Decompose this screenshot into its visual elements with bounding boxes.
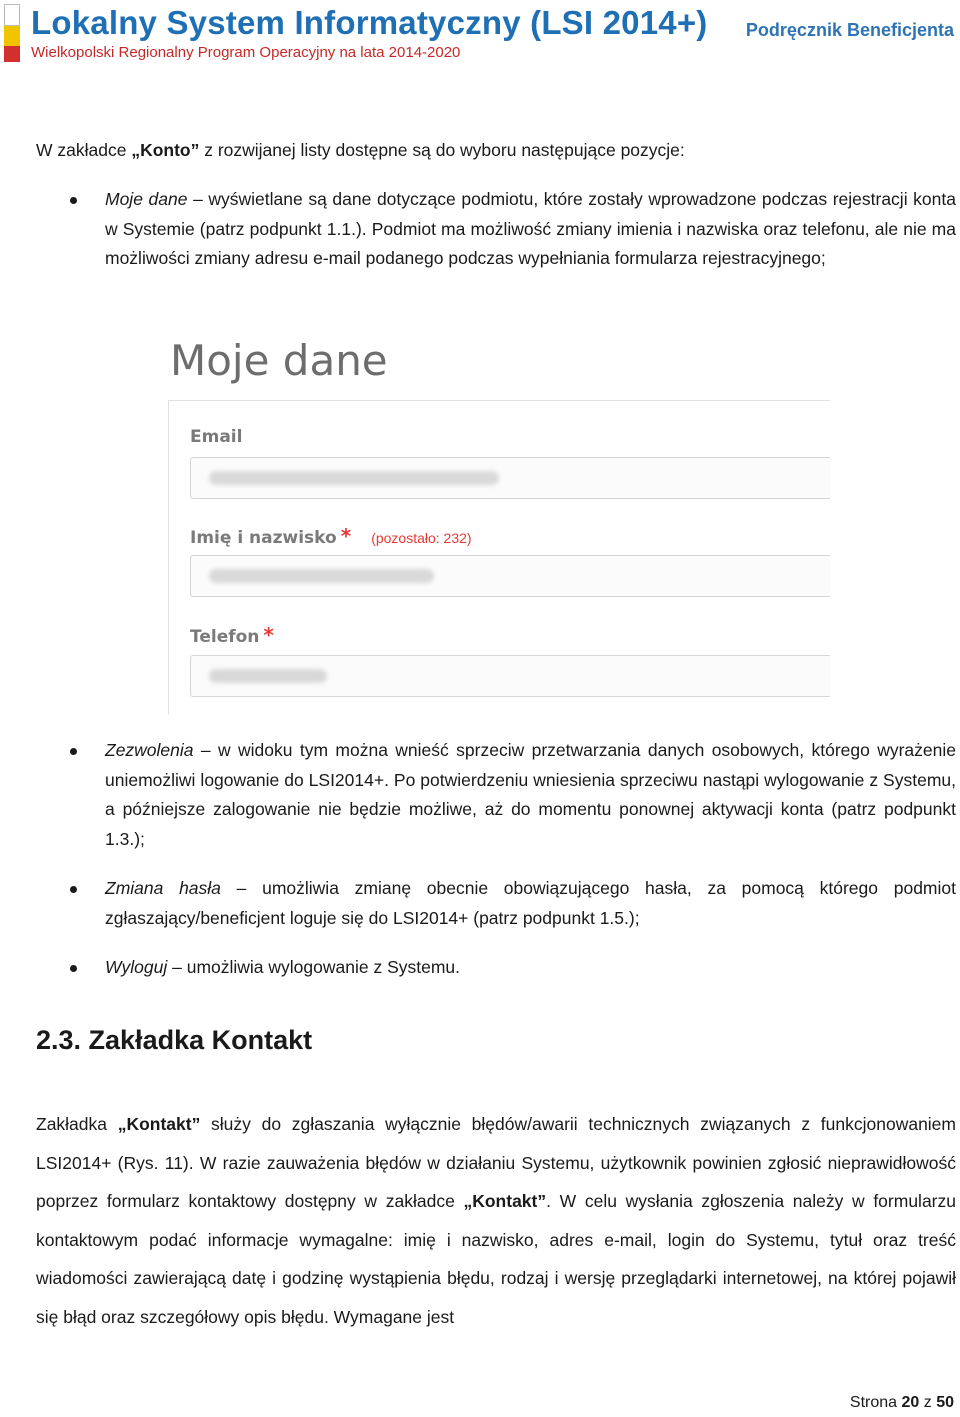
header-manual-label: Podręcznik Beneficjenta [745,20,954,40]
bullet-icon [70,197,77,204]
name-counter: (pozostało: 232) [371,530,472,546]
list-item: Moje dane – wyświetlane są dane dotyczące podmiotu, które zostały wprowadzone podczas rejestracji konta w Systemie (patrz podpunkt 1.1.). Podmiot ma możliwość zmiany imienia i nazwiska oraz telefonu, ale nie ma możliwości zmiany adresu e-mail podanego podczas wypełniania formularza rejestracyjnego; [36,185,956,274]
name-field[interactable] [190,555,830,597]
bullet-list-account [36,185,956,294]
phone-field[interactable] [190,655,830,697]
form-panel [168,400,830,715]
list-item: Zezwolenia – w widoku tym można wnieść sprzeciw przetwarzania danych osobowych, którego wyrażenie uniemożliwi logowanie do LSI2014+. Po potwierdzeniu wniesienia sprzeciwu nastąpi wylogowanie z Systemu, a późniejsze zalogowanie nie będzie możliwe, aż do momentu ponownej aktywacji konta (patrz podpunkt 1.3.); [36,736,956,854]
screenshot-title: Moje dane [170,336,388,385]
email-field[interactable] [190,457,830,499]
phone-label: Telefon * [190,623,274,647]
list-item: Zmiana hasła – umożliwia zmianę obecnie obowiązującego hasła, za pomocą którego podmiot zgłaszający/beneficjent loguje się do LSI2014+ (patrz podpunkt 1.5.); [36,874,956,933]
section-paragraph: Zakładka „Kontakt” służy do zgłaszania wyłącznie błędów/awarii technicznych związanych z funkcjonowaniem LSI2014+ (Rys. 11). W razie zauważenia błędów w działaniu Systemu, użytkownik powinien zgłosić nieprawidłowość poprzez formularz kontaktowy dostępny w zakładce „Kontakt”. W celu wysłania zgłoszenia należy w formularzu kontaktowym podać informacje wymagalne: imię i nazwisko, adres e-mail, login do Systemu, tytuł oraz treść wiadomości zawierającą datę i godzinę wystąpienia błędu, rodzaj i wersję przeglądarki internetowej, na której pojawił się błąd oraz szczegółowy opis błędu. Wymagane jest [36,1114,956,1327]
bullet-list-account-more [36,736,956,1003]
header-title: Lokalny System Informatyczny (LSI 2014+) [31,4,708,41]
intro-paragraph: W zakładce „Konto” z rozwijanej listy dostępne są do wyboru następujące pozycje: [36,140,685,160]
email-label: Email [190,427,243,447]
name-label: Imię i nazwisko * (pozostało: 232) [190,524,472,548]
page-number: Strona 20 z 50 [849,1394,954,1411]
list-item: Wyloguj – umożliwia wylogowanie z Systemu. [36,953,956,983]
bullet-icon [70,886,77,893]
logo-icon [4,4,20,62]
bullet-icon [70,748,77,755]
header-subtitle: Wielkopolski Regionalny Program Operacyjny na lata 2014-2020 [31,44,461,61]
bullet-icon [70,965,77,972]
page-header [0,0,960,70]
moje-dane-screenshot [168,330,830,715]
section-heading: 2.3. Zakładka Kontakt [36,1025,313,1055]
